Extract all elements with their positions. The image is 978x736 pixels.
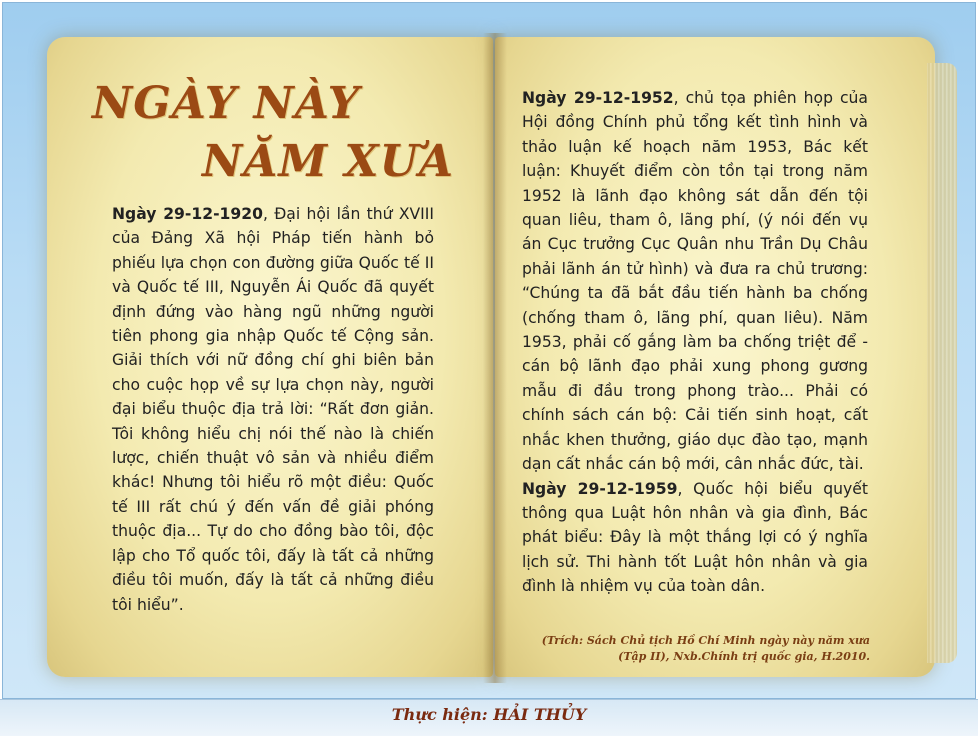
title-line-2: NĂM XƯA [202, 136, 455, 187]
entry-body: , Đại hội lần thứ XVIII của Đảng Xã hội Pháp tiến hành bỏ phiếu lựa chọn con đường giữa Quốc tế II và Quốc tế III, Nguyễn Ái Quốc đã quyết định đứng vào hàng ngũ những người tiên phong gia nhập Quốc tế Cộng sản. Giải thích với nữ đồng chí ghi biên bản cho cuộc họp về sự lựa chọn này, người đại biểu thuộc địa trả lời: “Rất đơn giản. Tôi không hiểu chị nói thế nào là chiến lược, chiến thuật vô sản và nhiều điểm khác! Nhưng tôi hiểu rõ một điều: Quốc tế III rất chú ý đến vấn đề giải phóng thuộc địa... Tự do cho đồng bào tôi, độc lập cho Tổ quốc tôi, đấy là tất cả những điều tôi muốn, đấy là tất cả những điều tôi hiểu”. [112, 205, 434, 614]
entry-date: Ngày 29-12-1952 [522, 89, 674, 107]
left-column-text [112, 202, 434, 617]
entry-body: , chủ tọa phiên họp của Hội đồng Chính phủ tổng kết tình hình và thảo luận kế hoạch năm 1953, Bác kết luận: Khuyết điểm còn tồn tại trong năm 1952 là lãnh đạo không sát dẫn đến tội quan liêu, tham ô, lãng phí, (ý nói đến vụ án Cục trưởng Cục Quân nhu Trần Dụ Châu phải lãnh án tử hình) và đưa ra chủ trương: “Chúng ta đã bắt đầu tiến hành ba chống (chống tham ô, lãng phí, quan liêu). Năm 1953, phải cố gắng làm ba chống triệt để - cán bộ lãnh đạo phải xung phong gương mẫu đi đầu trong phong trào... Phải có chính sách cán bộ: Cải tiến sinh hoạt, cất nhắc khen thưởng, giáo dục đào tạo, mạnh dạn cất nhắc cán bộ mới, cân nhắc đức, tài. [522, 89, 868, 474]
entry-body: , Quốc hội biểu quyết thông qua Luật hôn nhân và gia đình, Bác phát biểu: Đây là một thắng lợi có ý nghĩa lịch sử. Thi hành tốt Luật hôn nhân và gia đình là nhiệm vụ của toàn dân. [522, 479, 868, 596]
source-line-1: (Trích: Sách Chủ tịch Hồ Chí Minh ngày này năm xưa [541, 634, 870, 647]
page-edges [927, 63, 957, 663]
book-gutter [483, 33, 507, 683]
entry-1959 [522, 477, 868, 599]
source-citation [520, 633, 870, 665]
entry-1952 [522, 86, 868, 477]
entry-date: Ngày 29-12-1959 [522, 479, 678, 498]
right-column-text [522, 86, 868, 599]
entry-date: Ngày 29-12-1920 [112, 205, 263, 223]
footer-credit: Thực hiện: HẢI THỦY [391, 705, 587, 724]
title-line-1: NGÀY NÀY [92, 78, 361, 129]
entry-1920 [112, 202, 434, 617]
source-line-2: (Tập II), Nxb.Chính trị quốc gia, H.2010. [618, 650, 870, 663]
